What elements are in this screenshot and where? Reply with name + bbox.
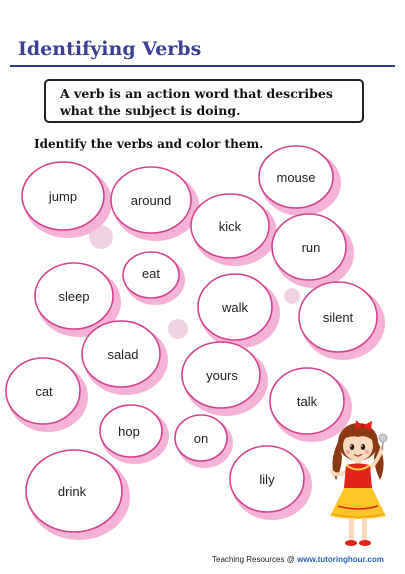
word-label: around: [130, 193, 172, 208]
word-label: cat: [35, 384, 53, 399]
word-label: hop: [118, 424, 140, 439]
word-bubble-around[interactable]: [111, 167, 199, 241]
word-bubble-on[interactable]: [175, 415, 233, 468]
word-label: kick: [218, 219, 242, 234]
word-label: eat: [141, 266, 161, 281]
decor-dot: [284, 288, 300, 304]
definition-box: A verb is an action word that describes what the subject is doing.: [44, 79, 364, 123]
word-label: walk: [221, 300, 249, 315]
word-bubble-mouse[interactable]: [259, 146, 341, 216]
word-label: run: [301, 240, 321, 255]
word-bubble-eat[interactable]: [123, 252, 185, 305]
instructions: Identify the verbs and color them.: [34, 137, 264, 151]
word-bubble-drink[interactable]: [26, 450, 130, 540]
word-label: drink: [57, 484, 87, 499]
word-bubble-walk[interactable]: [198, 274, 280, 348]
word-label: talk: [296, 394, 318, 409]
word-bubble-run[interactable]: [272, 214, 354, 288]
word-bubble-kick[interactable]: [191, 194, 277, 266]
word-bubble-jump[interactable]: [22, 162, 112, 238]
word-label: sleep: [58, 289, 90, 304]
word-label: salad: [107, 347, 139, 362]
footer-prefix: Teaching Resources @: [212, 555, 298, 564]
word-label: yours: [206, 368, 238, 383]
page-title: Identifying Verbs: [18, 38, 202, 60]
word-bubble-lily[interactable]: [230, 446, 312, 520]
girl-illustration: [318, 418, 396, 550]
word-bubble-silent[interactable]: [299, 282, 385, 360]
word-label: silent: [322, 310, 354, 325]
word-bubble-hop[interactable]: [100, 405, 169, 464]
footer-credit: [212, 555, 384, 564]
word-bubble-yours[interactable]: [182, 342, 268, 416]
word-bubble-cat[interactable]: [6, 358, 88, 432]
footer-link[interactable]: www.tutoringhour.com: [297, 555, 384, 564]
word-label: lily: [259, 472, 275, 487]
word-label: jump: [48, 189, 78, 204]
word-label: on: [193, 431, 209, 446]
word-label: mouse: [276, 170, 316, 185]
word-bubble-salad[interactable]: [82, 321, 168, 395]
decor-dot: [168, 319, 188, 339]
